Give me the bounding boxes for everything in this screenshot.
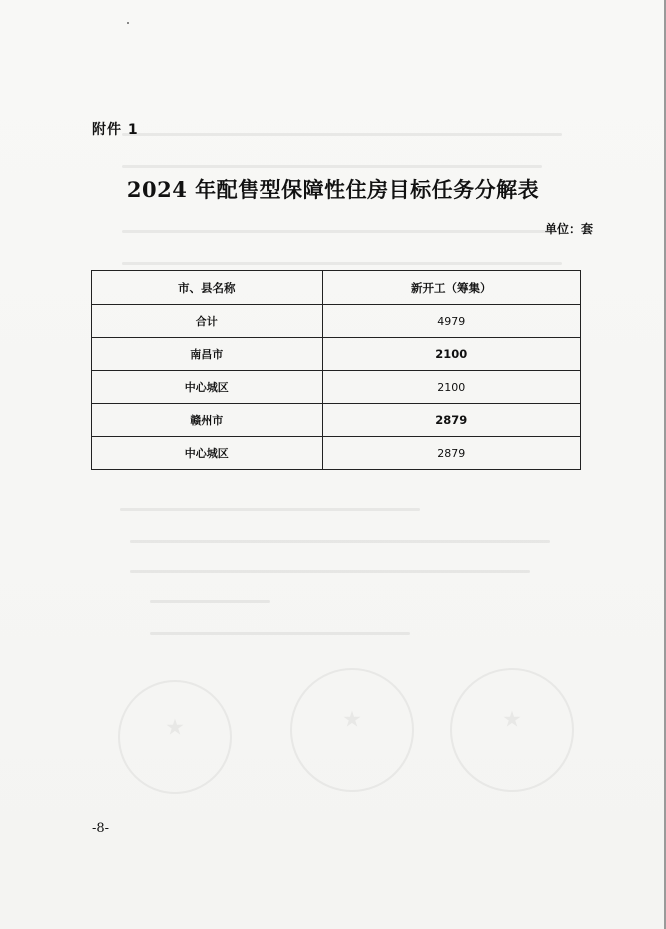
bleed-through-line bbox=[120, 508, 420, 511]
table-row bbox=[92, 437, 581, 470]
header-city-county-name: 市、县名称 bbox=[92, 271, 323, 305]
bleed-through-line bbox=[122, 230, 552, 233]
bleed-through-seal bbox=[290, 668, 414, 792]
row-value-cell: 2879 bbox=[322, 404, 580, 437]
bleed-through-seal bbox=[450, 668, 574, 792]
bleed-through-line bbox=[150, 600, 270, 603]
attachment-label: 附件 1 bbox=[92, 122, 139, 138]
row-name-cell: 中心城区 bbox=[92, 437, 323, 470]
table-row bbox=[92, 404, 581, 437]
bleed-through-seal bbox=[118, 680, 232, 794]
table-row bbox=[92, 338, 581, 371]
scan-speck bbox=[127, 22, 129, 24]
document-title: 2024 年配售型保障性住房目标任务分解表 bbox=[126, 177, 540, 202]
row-name-cell: 合计 bbox=[92, 305, 323, 338]
bleed-through-line bbox=[130, 540, 550, 543]
page-number: -8- bbox=[92, 821, 110, 836]
bleed-through-line bbox=[122, 262, 562, 265]
row-value-cell: 2879 bbox=[322, 437, 580, 470]
bleed-through-line bbox=[122, 165, 542, 168]
table-header-row bbox=[92, 271, 581, 305]
row-value-cell: 4979 bbox=[322, 305, 580, 338]
row-value-cell: 2100 bbox=[322, 371, 580, 404]
unit-label: 单位：套 bbox=[544, 222, 593, 236]
row-value-cell: 2100 bbox=[322, 338, 580, 371]
row-name-cell: 赣州市 bbox=[92, 404, 323, 437]
target-task-table bbox=[91, 270, 581, 470]
table-row bbox=[92, 371, 581, 404]
bleed-through-line bbox=[130, 570, 530, 573]
header-new-construction: 新开工（筹集） bbox=[322, 271, 580, 305]
row-name-cell: 中心城区 bbox=[92, 371, 323, 404]
table-row bbox=[92, 305, 581, 338]
row-name-cell: 南昌市 bbox=[92, 338, 323, 371]
bleed-through-line bbox=[150, 632, 410, 635]
bleed-through-line bbox=[122, 133, 562, 136]
